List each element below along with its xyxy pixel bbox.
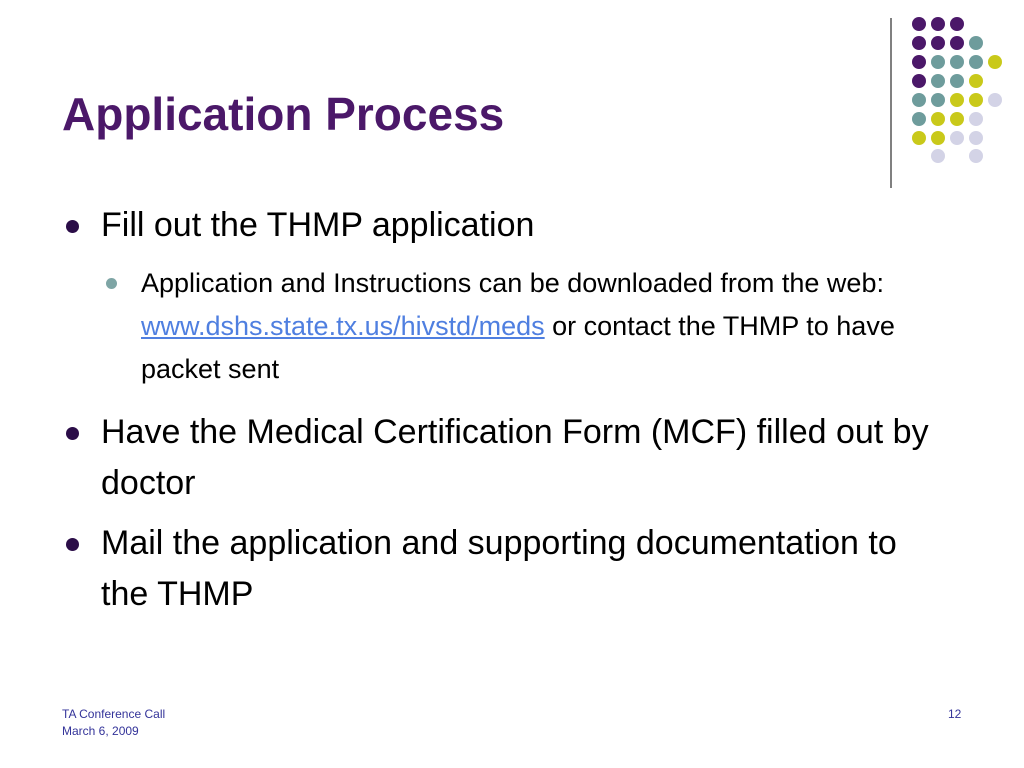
decorative-dot [912, 93, 926, 107]
sub-bullet-text-pre: Application and Instructions can be downloaded from the web: [141, 268, 884, 298]
sub-bullet-text [141, 262, 941, 391]
bullet-text: Have the Medical Certification Form (MCF) filled out by doctor [101, 413, 929, 502]
decorative-dot [969, 74, 983, 88]
decorative-dot [969, 149, 983, 163]
decorative-dot-grid [0, 0, 1024, 200]
footer-date: March 6, 2009 [62, 724, 139, 738]
bullet-text: Mail the application and supporting documentation to the THMP [101, 524, 897, 613]
decorative-dot [912, 112, 926, 126]
decorative-dot [969, 36, 983, 50]
decorative-dot [969, 131, 983, 145]
bullet-marker [66, 538, 79, 551]
sub-bullet-text-post: or contact the THMP to have packet sent [141, 311, 895, 384]
decorative-dot [988, 93, 1002, 107]
footer-left [62, 706, 165, 740]
bullet-text: Fill out the THMP application [101, 206, 535, 244]
decorative-dot [969, 93, 983, 107]
decorative-dot [931, 149, 945, 163]
decorative-dot [931, 36, 945, 50]
decorative-dot [912, 55, 926, 69]
decorative-dot [950, 93, 964, 107]
footer-event: TA Conference Call [62, 707, 166, 721]
decorative-dot [912, 17, 926, 31]
decorative-dot [950, 17, 964, 31]
decorative-dot [931, 131, 945, 145]
decorative-dot [969, 55, 983, 69]
bullet-marker [66, 427, 79, 440]
decorative-dot [969, 112, 983, 126]
decorative-dot [912, 131, 926, 145]
slide-title: Application Process [62, 88, 505, 140]
decorative-dot [912, 36, 926, 50]
decorative-dot [931, 55, 945, 69]
decorative-dot [950, 36, 964, 50]
decorative-dot [950, 131, 964, 145]
decorative-dot [931, 74, 945, 88]
sub-bullet-marker [106, 278, 117, 289]
decorative-dot [931, 93, 945, 107]
decorative-dot [912, 74, 926, 88]
download-link[interactable]: www.dshs.state.tx.us/hivstd/meds [141, 311, 545, 341]
decorative-dot [950, 74, 964, 88]
decorative-dot [950, 55, 964, 69]
decorative-dot [931, 17, 945, 31]
decorative-dot [931, 112, 945, 126]
page-number: 12 [948, 707, 962, 721]
decorative-dot [988, 55, 1002, 69]
bullet-marker [66, 220, 79, 233]
decorative-dot [950, 112, 964, 126]
